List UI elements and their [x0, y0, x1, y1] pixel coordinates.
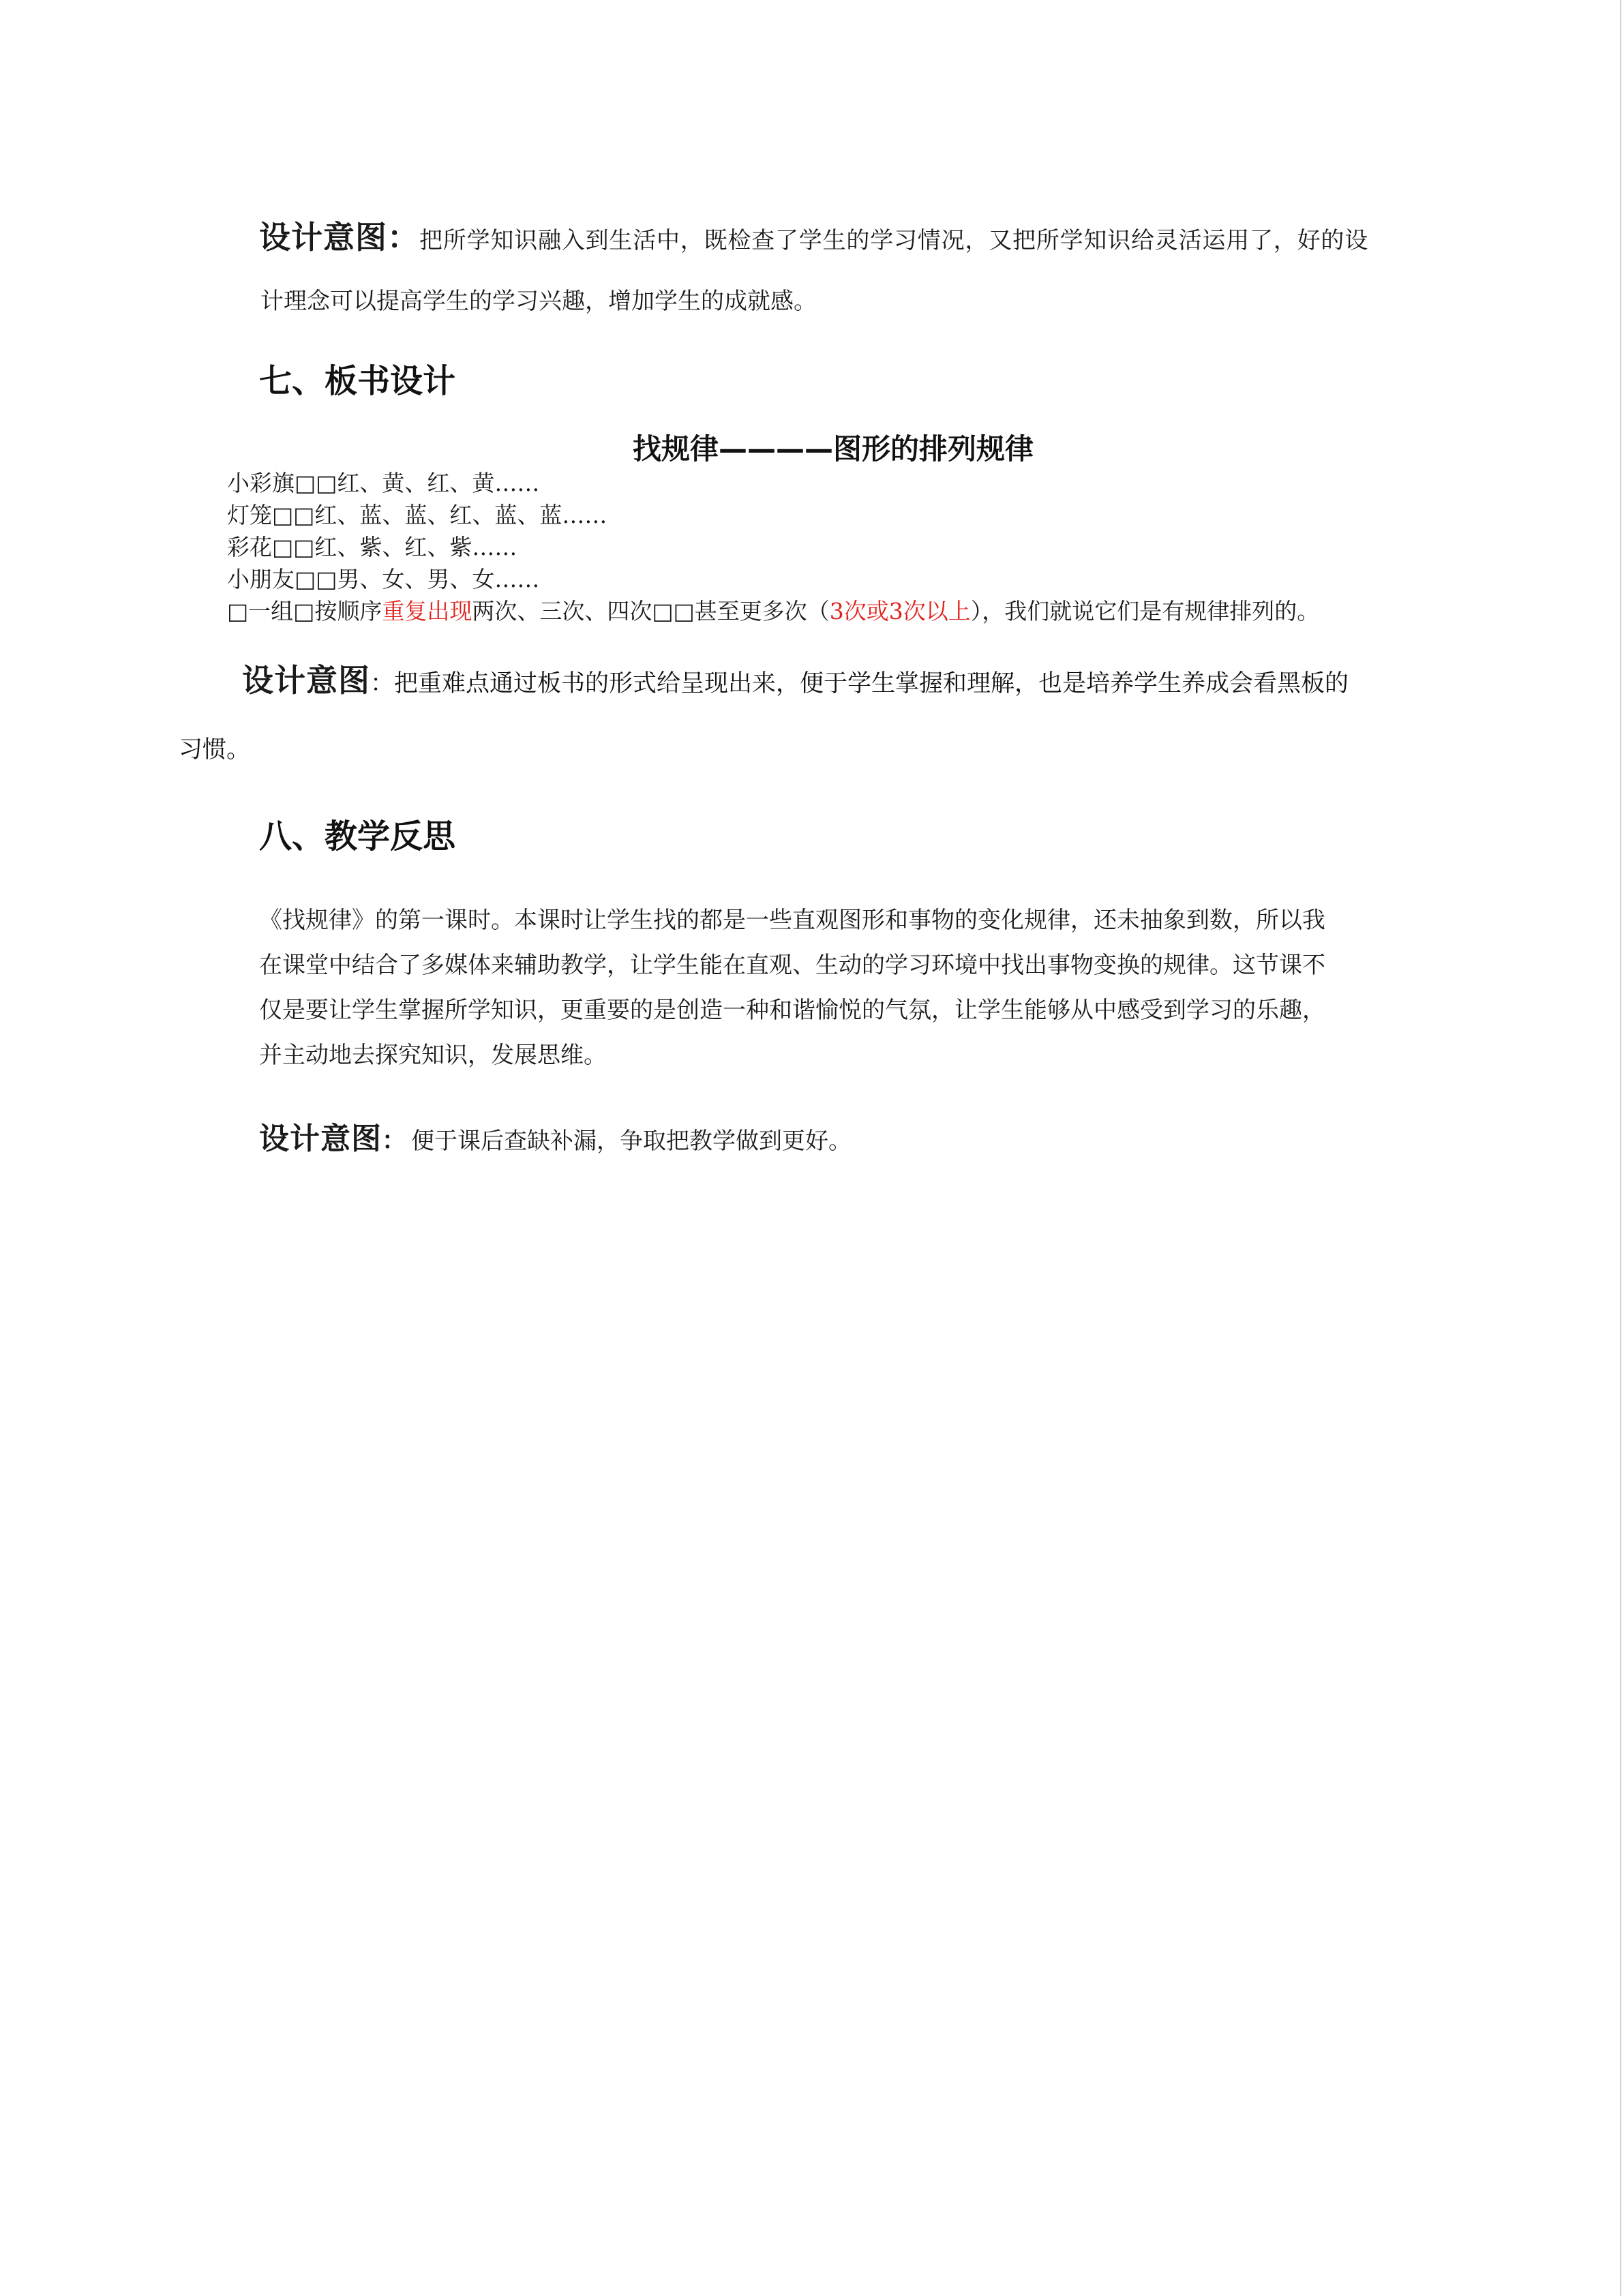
design-intent-2-text-line-1: ：把重难点通过板书的形式给呈现出来，便于学生掌握和理解，也是培养学生养成会看黑板的 [370, 670, 1349, 697]
board-line-lanterns: 灯笼□□红、蓝、蓝、红、蓝、蓝…… [227, 502, 607, 528]
reflection-line-3: 仅是要让学生掌握所学知识，更重要的是创造一种和谐愉悦的气氛，让学生能够从中感受到学习的乐趣， [259, 997, 1325, 1024]
design-intent-3-text: 便于课后查缺补漏，争取把教学做到更好。 [411, 1128, 852, 1155]
board-title: 找规律————图形的排列规律 [633, 432, 1034, 466]
design-intent-2-text-line-2: 习惯。 [179, 736, 251, 764]
rule-text-1: □一组□按顺序 [227, 598, 382, 624]
page-edge-divider [1620, 0, 1621, 2296]
reflection-line-4: 并主动地去探究知识，发展思维。 [259, 1042, 607, 1069]
rule-text-2: 两次、三次、四次□□甚至更多次（ [472, 598, 830, 624]
design-intent-paragraph-3 [259, 1114, 852, 1158]
rule-emphasis-repeat: 重复出现 [382, 598, 472, 624]
rule-text-3: ），我们就说它们是有规律排列的。 [970, 598, 1320, 624]
board-line-children: 小朋友□□男、女、男、女…… [227, 566, 540, 592]
design-intent-paragraph-1 [259, 213, 1368, 258]
reflection-line-2: 在课堂中结合了多媒体来辅助教学，让学生能在直观、生动的学习环境中找出事物变换的规律。这节课不 [259, 952, 1325, 979]
design-intent-label-3: 设计意图 [259, 1121, 382, 1156]
design-intent-label-3-colon: ： [382, 1127, 408, 1155]
design-intent-text-line-1: 把所学知识融入到生活中，既检查了学生的学习情况，又把所学知识给灵活运用了，好的设 [419, 227, 1368, 254]
design-intent-text-line-2: 计理念可以提高学生的学习兴趣，增加学生的成就感。 [260, 288, 817, 315]
design-intent-label: 设计意图： [259, 219, 419, 256]
rule-emphasis-count: 3次或3次以上 [829, 598, 971, 624]
section-heading-board-design: 七、板书设计 [259, 362, 456, 400]
section-heading-teaching-reflection: 八、教学反思 [259, 817, 456, 856]
board-line-flags: 小彩旗□□红、黄、红、黄…… [227, 470, 540, 496]
board-rule-line [227, 594, 1319, 626]
design-intent-paragraph-2 [242, 656, 1349, 701]
reflection-line-1: 《找规律》的第一课时。本课时让学生找的都是一些直观图形和事物的变化规律，还未抽象到数，所以我 [259, 907, 1325, 934]
design-intent-label-2: 设计意图 [242, 662, 370, 699]
board-line-flowers: 彩花□□红、紫、红、紫…… [227, 534, 517, 560]
